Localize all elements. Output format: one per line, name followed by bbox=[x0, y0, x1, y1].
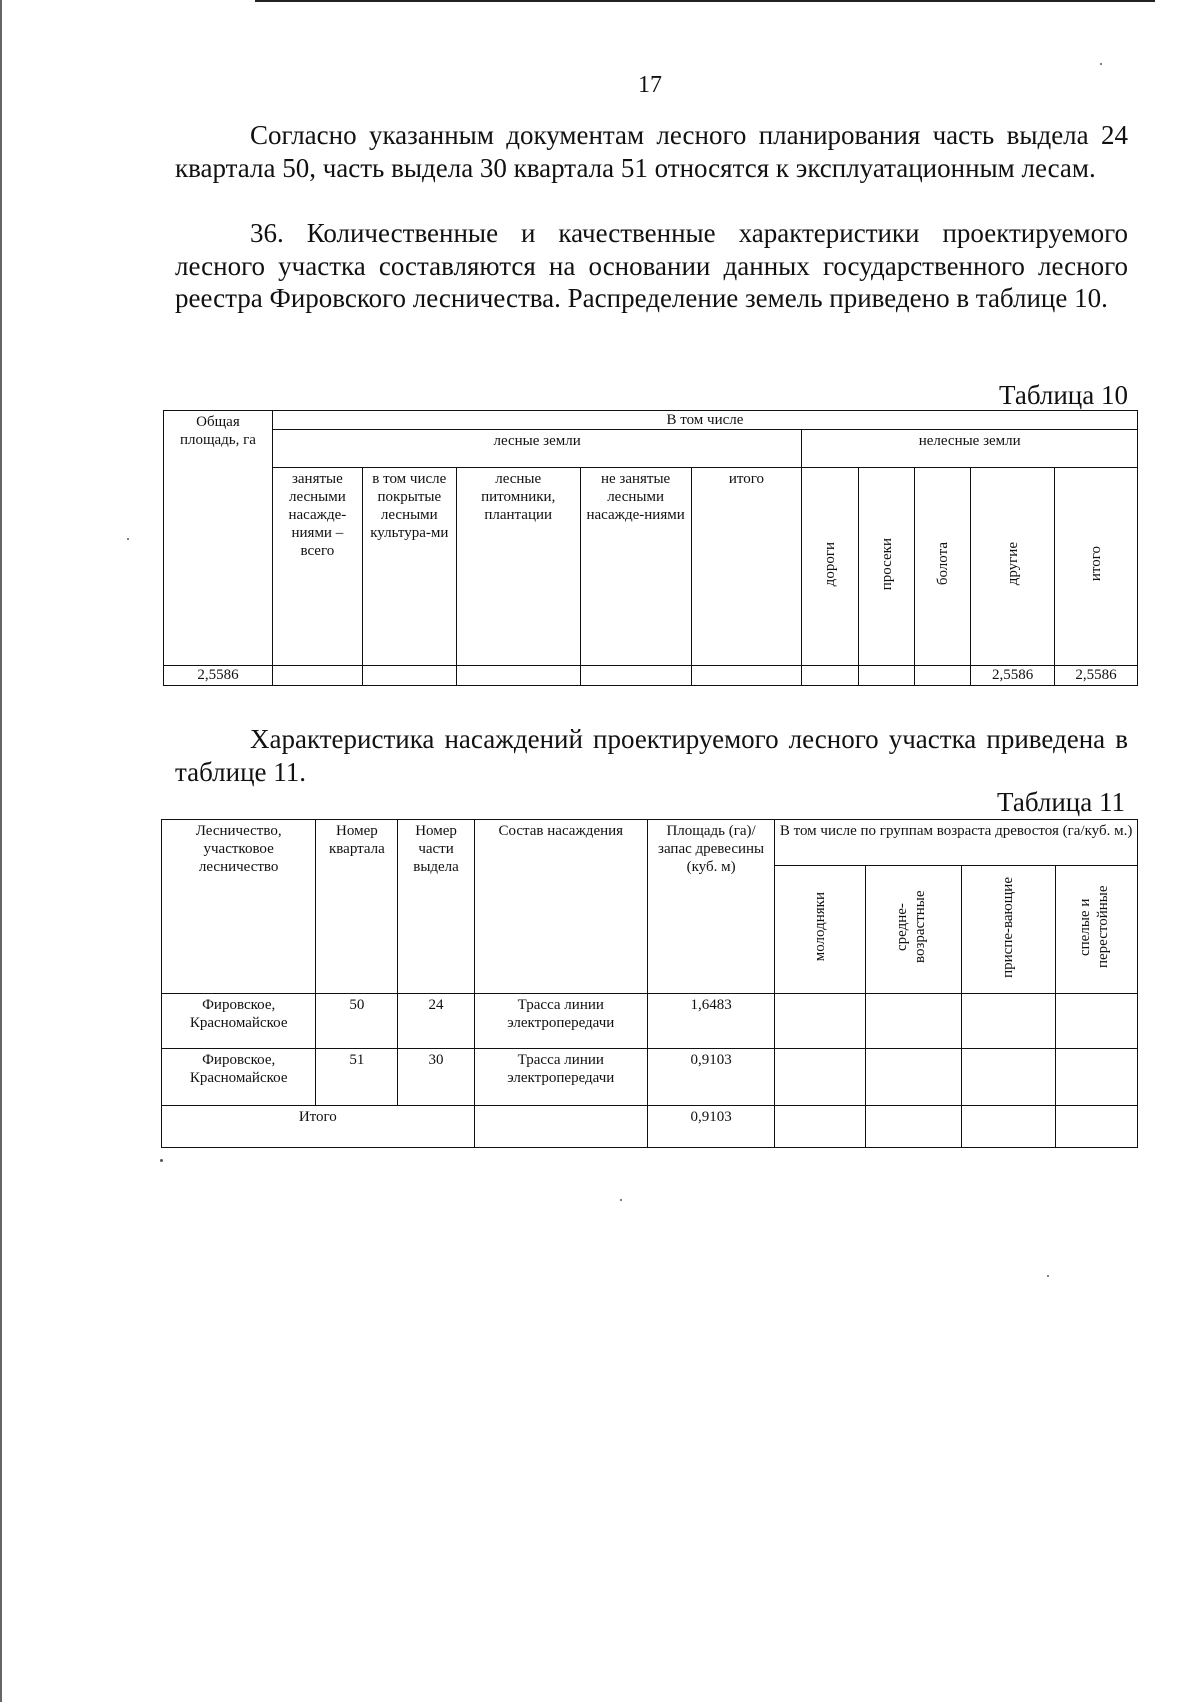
col-middle-aged-label: средне-возрастные bbox=[894, 890, 929, 964]
col-maturing-label: приспе-вающие bbox=[1000, 876, 1017, 978]
cell-empty bbox=[961, 1049, 1055, 1106]
col-roads-label: дороги bbox=[822, 541, 839, 587]
cell-quarter: 51 bbox=[316, 1049, 398, 1106]
table-total-row bbox=[162, 1106, 1138, 1148]
left-edge-line bbox=[0, 0, 2, 1702]
cell bbox=[915, 666, 971, 686]
cell-empty bbox=[866, 1106, 961, 1148]
scan-speck bbox=[160, 1159, 163, 1162]
cell-area: 0,9103 bbox=[647, 1049, 774, 1106]
col-mature-label: спелые и перестойные bbox=[1077, 885, 1112, 969]
paragraph-text: Характеристика насаждений проектируемого лесного участка приведена в таблице 11. bbox=[175, 724, 1128, 787]
cell-part: 24 bbox=[398, 994, 474, 1049]
cell-empty bbox=[866, 994, 961, 1049]
scan-speck bbox=[1047, 1275, 1049, 1277]
col-roads bbox=[802, 468, 859, 666]
col-middle-aged bbox=[866, 866, 961, 994]
cell bbox=[802, 666, 859, 686]
header-forest-lands: лесные земли bbox=[272, 430, 801, 468]
col-nonforest-total bbox=[1055, 468, 1138, 666]
table-row bbox=[164, 666, 1138, 686]
cell: 2,5586 bbox=[164, 666, 273, 686]
header-age-groups: В том числе по группам возраста древостоя (га/куб. м.) bbox=[775, 820, 1138, 866]
cell-empty bbox=[775, 994, 866, 1049]
col-forest-total: итого bbox=[691, 468, 802, 666]
paragraph-text: 36. Количественные и качественные характеристики проектируемого лесного участка составляются на основании данных государственного лесного реестра Фировского лесничества. Распределение земель приведено в таблице 10. bbox=[175, 218, 1128, 313]
col-not-occupied: не занятые лесными насажде-ниями bbox=[580, 468, 691, 666]
col-clearings bbox=[859, 468, 915, 666]
paragraph-text: Согласно указанным документам лесного планирования часть выдела 24 квартала 50, часть выдела 30 квартала 51 относятся к эксплуатационным лесам. bbox=[175, 120, 1128, 183]
cell-empty bbox=[866, 1049, 961, 1106]
cell bbox=[456, 666, 580, 686]
cell bbox=[580, 666, 691, 686]
cell: 2,5586 bbox=[971, 666, 1055, 686]
cell-composition: Трасса линии электропередачи bbox=[474, 1049, 647, 1106]
cell bbox=[691, 666, 802, 686]
table10-caption: Таблица 10 bbox=[999, 380, 1128, 410]
col-clearings-label: просеки bbox=[878, 537, 895, 591]
cell-empty bbox=[1055, 994, 1137, 1049]
col-other-label: другие bbox=[1004, 542, 1021, 586]
cell-part: 30 bbox=[398, 1049, 474, 1106]
paragraph-characteristics bbox=[175, 217, 1128, 315]
page-number: 17 bbox=[638, 72, 662, 98]
cell bbox=[859, 666, 915, 686]
paragraph-forest-planning bbox=[175, 119, 1128, 184]
cell-total-label: Итого bbox=[162, 1106, 475, 1148]
col-covered-cultures: в том числе покрытые лесными культура-ми bbox=[362, 468, 456, 666]
header-quarter: Номер квартала bbox=[316, 820, 398, 994]
cell-empty bbox=[474, 1106, 647, 1148]
table-11 bbox=[161, 819, 1138, 1148]
cell-empty bbox=[961, 994, 1055, 1049]
col-nurseries: лесные питомники, плантации bbox=[456, 468, 580, 666]
header-forestry: Лесничество, участковое лесничество bbox=[162, 820, 316, 994]
header-nonforest-lands: нелесные земли bbox=[802, 430, 1138, 468]
cell bbox=[272, 666, 362, 686]
table-row bbox=[162, 1049, 1138, 1106]
cell-total-area: 0,9103 bbox=[647, 1106, 774, 1148]
cell-empty bbox=[775, 1106, 866, 1148]
cell-quarter: 50 bbox=[316, 994, 398, 1049]
paragraph-stands bbox=[175, 723, 1128, 788]
header-including: В том числе bbox=[272, 411, 1137, 430]
table11-caption: Таблица 11 bbox=[997, 787, 1125, 817]
table-row bbox=[162, 994, 1138, 1049]
cell: 2,5586 bbox=[1055, 666, 1138, 686]
cell-empty bbox=[1055, 1106, 1137, 1148]
col-swamps bbox=[915, 468, 971, 666]
col-young bbox=[775, 866, 866, 994]
col-other bbox=[971, 468, 1055, 666]
top-border-line bbox=[255, 0, 1155, 2]
cell-composition: Трасса линии электропередачи bbox=[474, 994, 647, 1049]
cell-empty bbox=[775, 1049, 866, 1106]
header-total-area: Общая площадь, га bbox=[164, 411, 273, 666]
header-area: Площадь (га)/ запас древесины (куб. м) bbox=[647, 820, 774, 994]
table-10 bbox=[163, 410, 1138, 686]
scan-speck bbox=[127, 538, 129, 540]
cell-empty bbox=[961, 1106, 1055, 1148]
col-swamps-label: болота bbox=[934, 542, 951, 586]
scan-speck bbox=[1100, 63, 1102, 65]
cell-area: 1,6483 bbox=[647, 994, 774, 1049]
col-occupied-total: занятые лесными насажде-ниями – всего bbox=[272, 468, 362, 666]
col-maturing bbox=[961, 866, 1055, 994]
cell-forestry: Фировское, Красномайское bbox=[162, 994, 316, 1049]
cell bbox=[362, 666, 456, 686]
header-part: Номер части выдела bbox=[398, 820, 474, 994]
cell-empty bbox=[1055, 1049, 1137, 1106]
col-mature bbox=[1055, 866, 1137, 994]
col-young-label: молодняки bbox=[812, 892, 829, 962]
header-composition: Состав насаждения bbox=[474, 820, 647, 994]
cell-forestry: Фировское, Красномайское bbox=[162, 1049, 316, 1106]
scan-speck bbox=[620, 1199, 622, 1201]
col-nonforest-total-label: итого bbox=[1088, 546, 1105, 582]
